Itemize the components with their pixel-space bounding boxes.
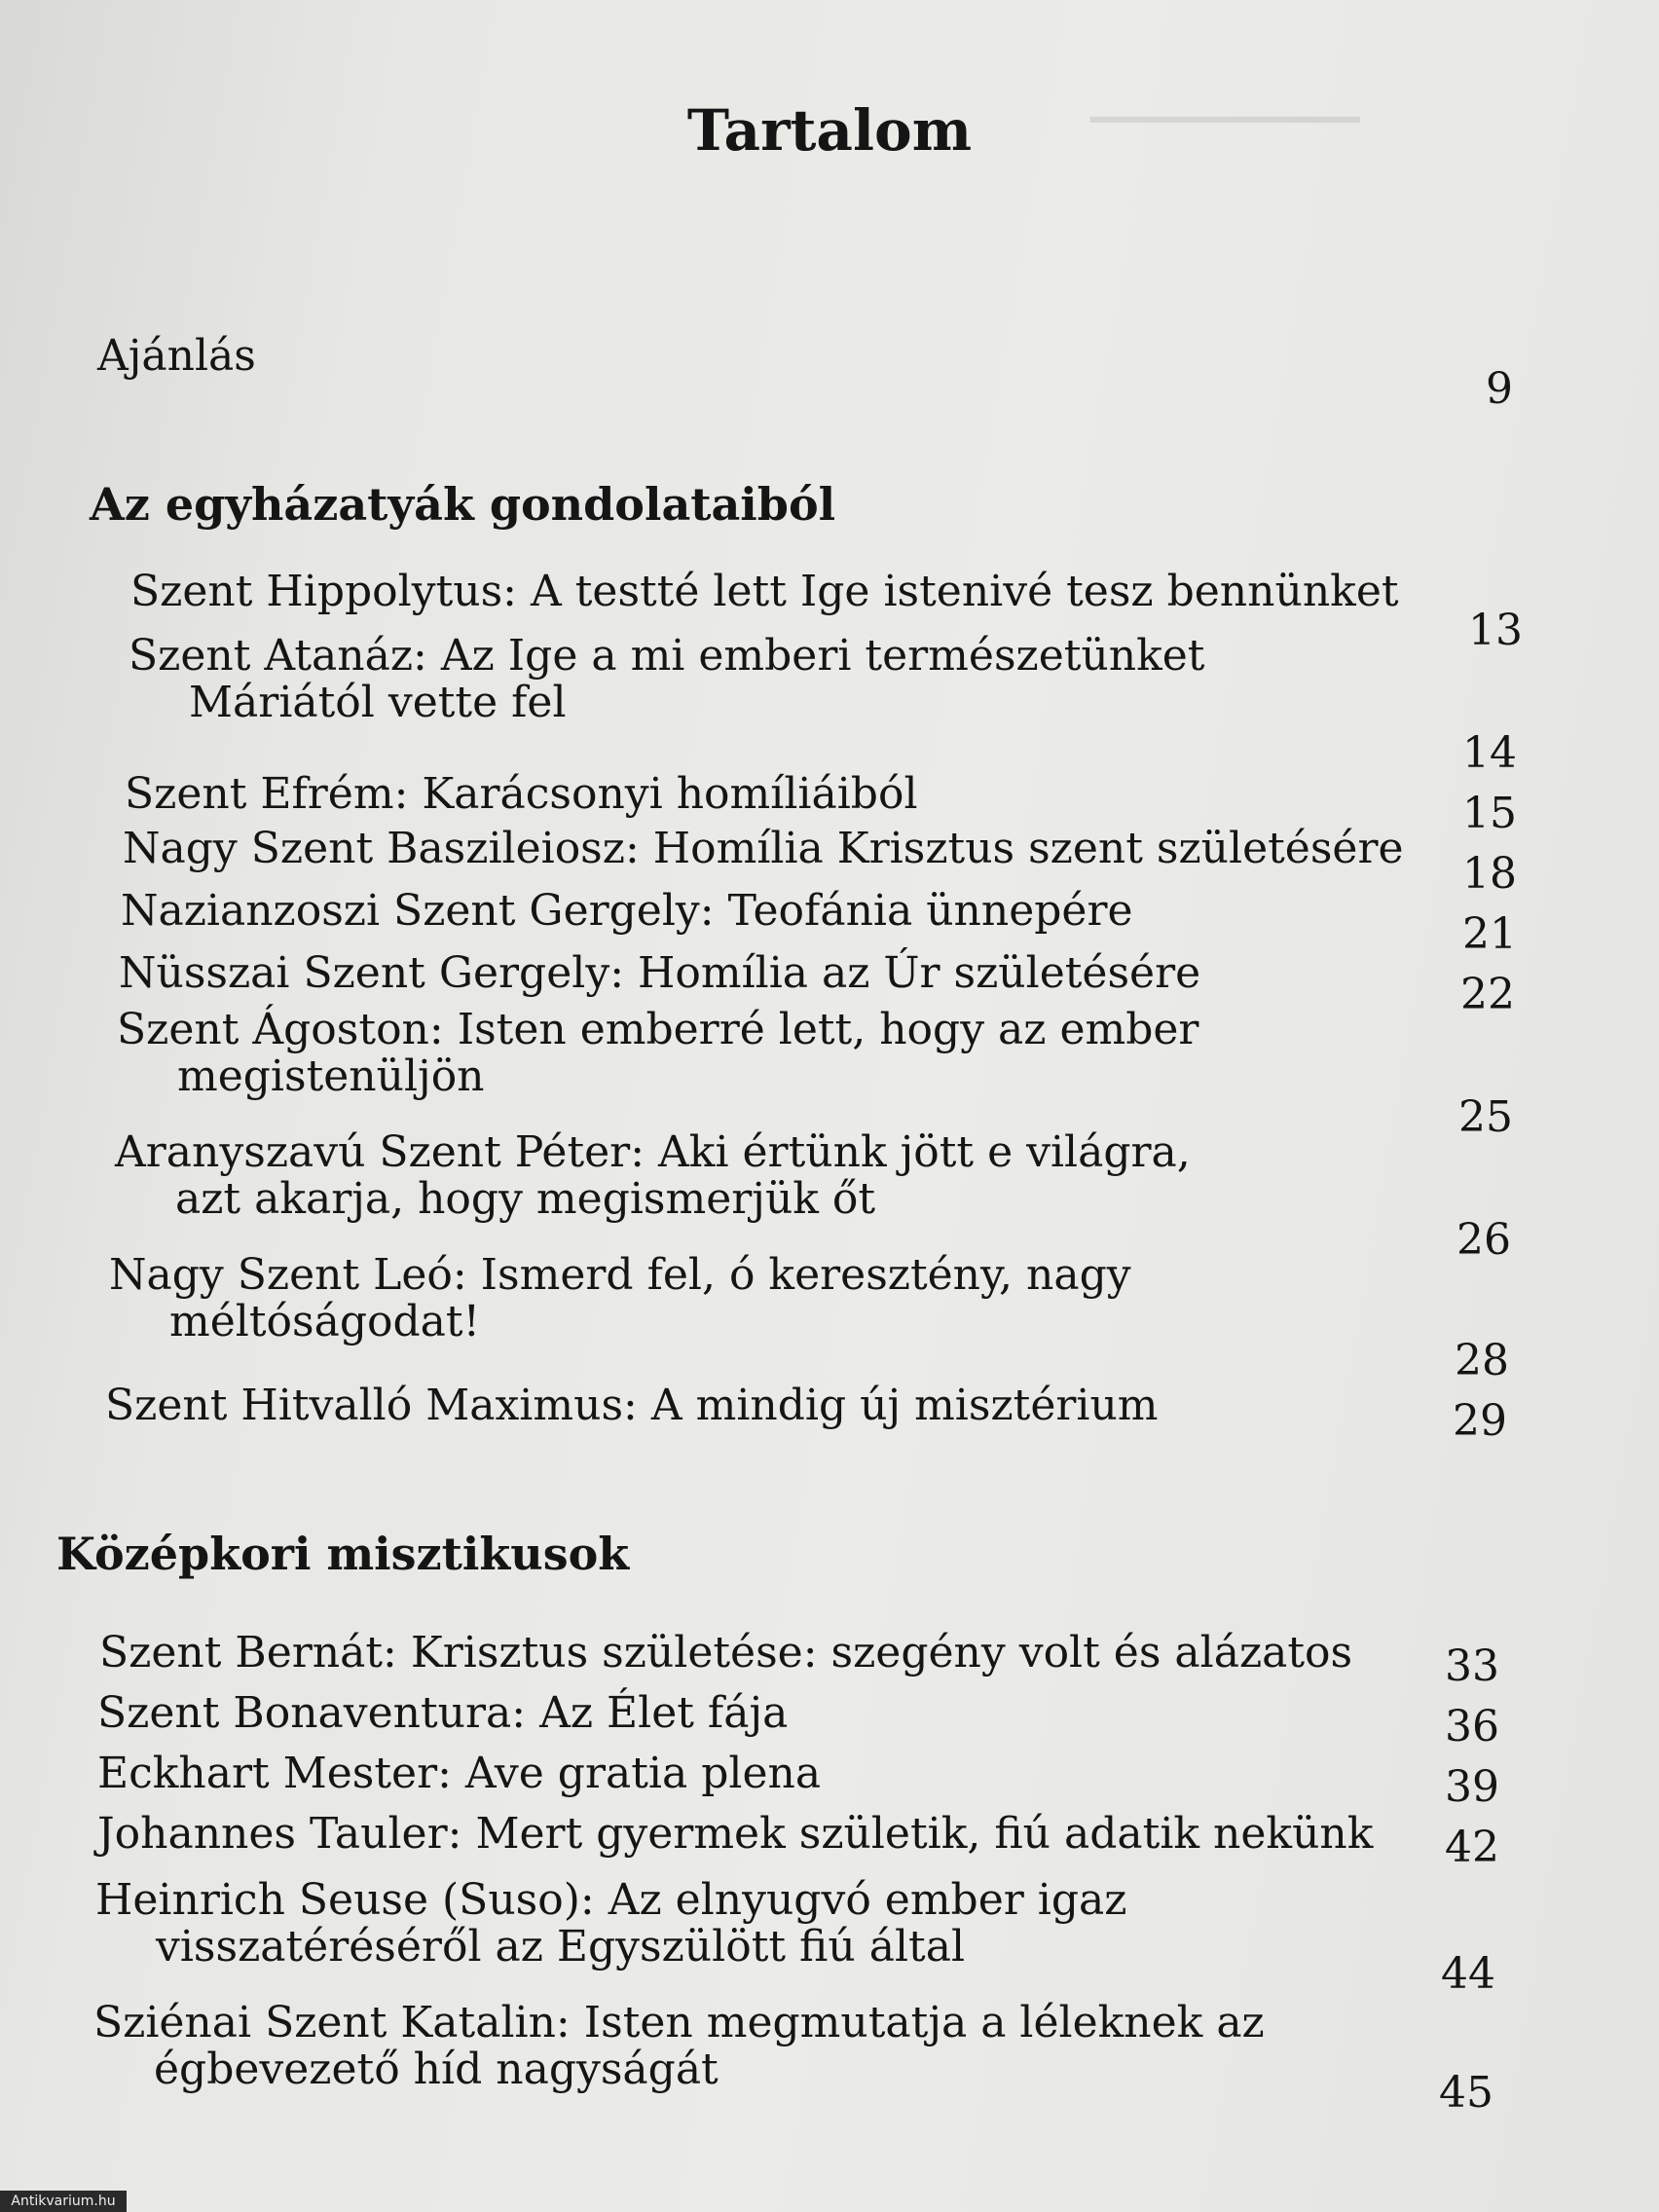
section-heading: Középkori misztikusok [56,1528,630,1580]
toc-entry: Johannes Tauler: Mert gyermek születik, fiú adatik nekünk [97,1809,1374,1859]
page-number: 22 [1460,970,1515,1019]
toc-entry: Nagy Szent Leó: Ismerd fel, ó keresztény, nagy méltóságodat! [109,1250,1131,1346]
page-number: 45 [1439,2068,1493,2118]
page-title: Tartalom [686,97,973,164]
toc-entry: Szent Hippolytus: A testté lett Ige istenivé tesz bennünket [130,567,1399,616]
entry-title: Ajánlás [97,331,256,381]
page-number: 39 [1445,1762,1499,1812]
toc-entry: Szent Ágoston: Isten emberré lett, hogy az ember megistenüljön [117,1005,1199,1101]
toc-entry: Szent Efrém: Karácsonyi homíliáiból [125,769,918,819]
page-number: 28 [1455,1336,1509,1385]
page-number: 26 [1456,1215,1511,1265]
page-number: 13 [1468,606,1523,655]
page-number: 33 [1445,1641,1499,1691]
toc-entry: Nagy Szent Baszileiosz: Homília Krisztus szent születésére [123,824,1404,873]
section-heading: Az egyházatyák gondolataiból [90,478,836,531]
page-number: 36 [1445,1702,1499,1751]
page-number: 42 [1445,1823,1499,1872]
page-number: 25 [1458,1092,1513,1142]
toc-entry: Szent Bernát: Krisztus születése: szegény volt és alázatos [99,1628,1353,1677]
page-number: 9 [1486,364,1513,414]
toc-entry: Nazianzoszi Szent Gergely: Teofánia ünnepére [121,886,1133,936]
toc-entry-intro [97,333,256,380]
toc-entry: Nüsszai Szent Gergely: Homília az Úr születésére [119,948,1201,998]
toc-entry: Aranyszavú Szent Péter: Aki értünk jött e világra, azt akarja, hogy megismerjük őt [115,1127,1191,1224]
toc-entry: Szent Bonaventura: Az Élet fája [97,1688,789,1738]
bleed-through: ▁▁▁▁▁▁▁▁▁ [1090,78,1360,123]
toc-entry: Eckhart Mester: Ave gratia plena [97,1749,822,1798]
toc-entry: Sziénai Szent Katalin: Isten megmutatja a léleknek az égbevezető híd nagyságát [93,1998,1265,2094]
toc-entry: Heinrich Seuse (Suso): Az elnyugvó ember igaz visszatéréséről az Egyszülött fiú által [95,1875,1127,1972]
page-number: 21 [1462,909,1517,959]
toc-entry: Szent Hitvalló Maximus: A mindig új misztérium [105,1381,1159,1430]
page-number: 44 [1441,1949,1495,1999]
page-number: 29 [1453,1396,1507,1446]
toc-entry: Szent Atanáz: Az Ige a mi emberi természetünket Máriától vette fel [129,631,1205,727]
page-number: 18 [1462,849,1517,899]
page-number: 15 [1462,789,1517,838]
page-number: 14 [1462,728,1517,778]
watermark: Antikvarium.hu [0,2191,127,2212]
